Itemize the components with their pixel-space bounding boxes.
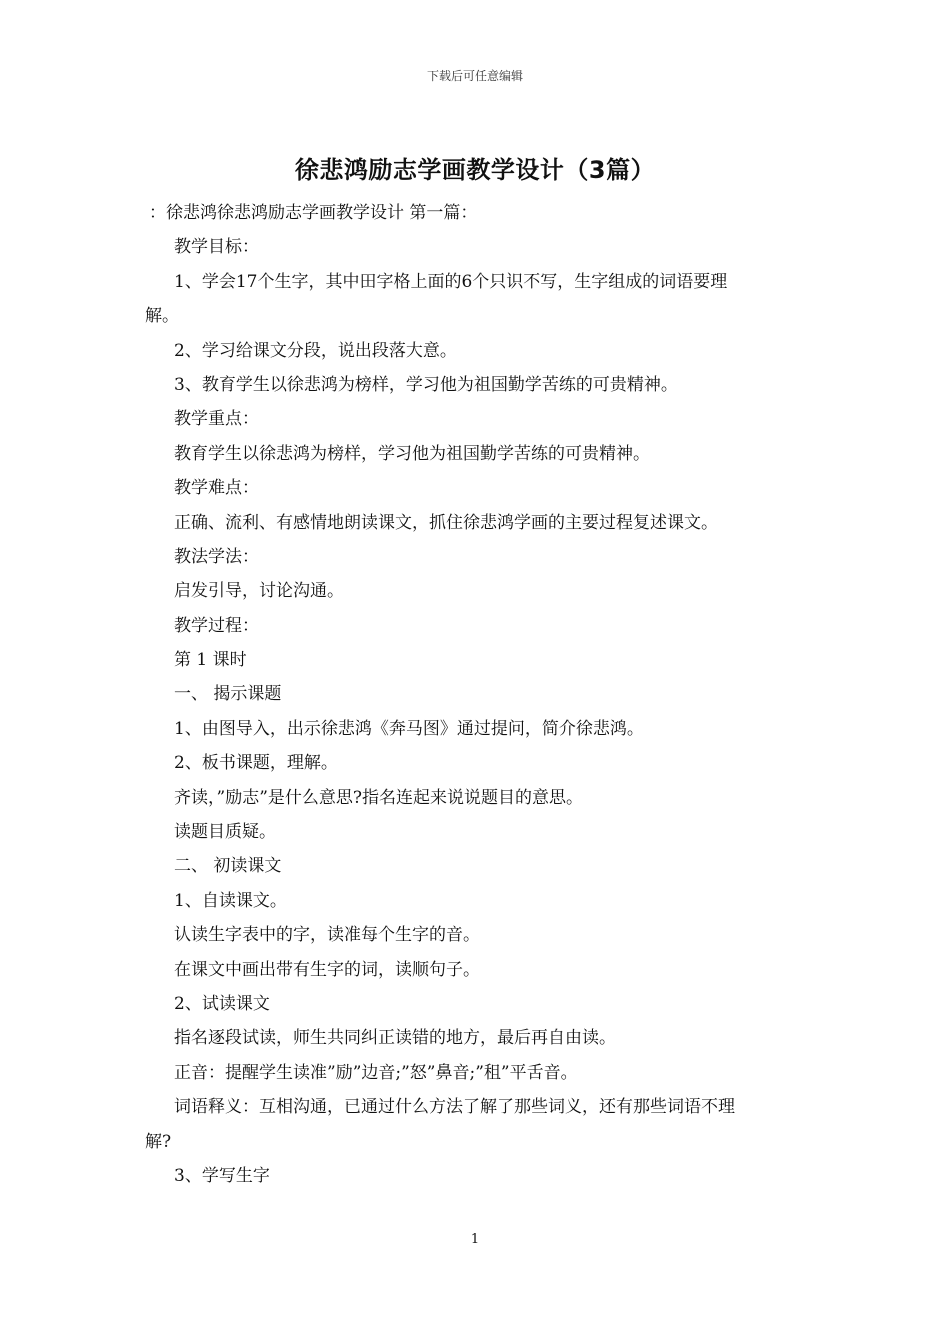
paragraph-line: 在课文中画出带有生字的词，读顺句子。 <box>174 959 480 980</box>
paragraph-line: 解? <box>145 1131 172 1152</box>
paragraph-line: 教学目标： <box>174 237 259 258</box>
paragraph-line: 1、学会17个生字，其中田字格上面的6个只识不写，生字组成的词语要理 <box>174 271 728 292</box>
paragraph-line: 3、教育学生以徐悲鸿为榜样，学习他为祖国勤学苦练的可贵精神。 <box>174 374 678 395</box>
paragraph-line: 1、自读课文。 <box>174 890 287 911</box>
page-number: 1 <box>470 1232 480 1247</box>
paragraph-line: 齐读，”励志”是什么意思?指名连起来说说题目的意思。 <box>174 787 583 808</box>
paragraph-line: 正音：提醒学生读准”励”边音;”怒”鼻音;”租”平舌音。 <box>174 1062 578 1083</box>
paragraph-line: 2、学习给课文分段，说出段落大意。 <box>174 340 457 361</box>
paragraph-line: 教学难点： <box>174 478 259 499</box>
document-body <box>145 196 810 1193</box>
paragraph-line: 指名逐段试读，师生共同纠正读错的地方，最后再自由读。 <box>174 1028 616 1049</box>
header-note: 下载后可任意编辑 <box>426 69 523 83</box>
paragraph-line: 词语释义：互相沟通，已通过什么方法了解了那些词义，还有那些词语不理 <box>174 1097 735 1118</box>
paragraph-line: 教育学生以徐悲鸿为榜样，学习他为祖国勤学苦练的可贵精神。 <box>174 443 650 464</box>
paragraph-line: 解。 <box>145 306 179 327</box>
paragraph-line: 二、 初读课文 <box>174 856 282 877</box>
paragraph-line: 正确、流利、有感情地朗读课文，抓住徐悲鸿学画的主要过程复述课文。 <box>174 512 718 533</box>
paragraph-line: 1、由图导入，出示徐悲鸿《奔马图》通过提问，简介徐悲鸿。 <box>174 718 644 739</box>
paragraph-line: ：徐悲鸿徐悲鸿励志学画教学设计 第一篇： <box>149 203 478 223</box>
paragraph-line: 启发引导，讨论沟通。 <box>174 581 344 602</box>
paragraph-line: 2、试读课文 <box>174 993 270 1014</box>
paragraph-line: 第 1 课时 <box>174 650 247 671</box>
paragraph-line: 2、板书课题，理解。 <box>174 753 338 774</box>
paragraph-line: 教法学法： <box>174 546 259 567</box>
paragraph-line: 教学重点： <box>174 409 259 430</box>
paragraph-line: 3、学写生字 <box>174 1165 270 1186</box>
document-title: 徐悲鸿励志学画教学设计（3篇） <box>294 156 656 184</box>
paragraph-line: 认读生字表中的字，读准每个生字的音。 <box>174 925 480 946</box>
paragraph-line: 读题目质疑。 <box>174 822 276 843</box>
paragraph-line: 一、 揭示课题 <box>174 684 282 705</box>
paragraph-line: 教学过程： <box>174 615 259 636</box>
